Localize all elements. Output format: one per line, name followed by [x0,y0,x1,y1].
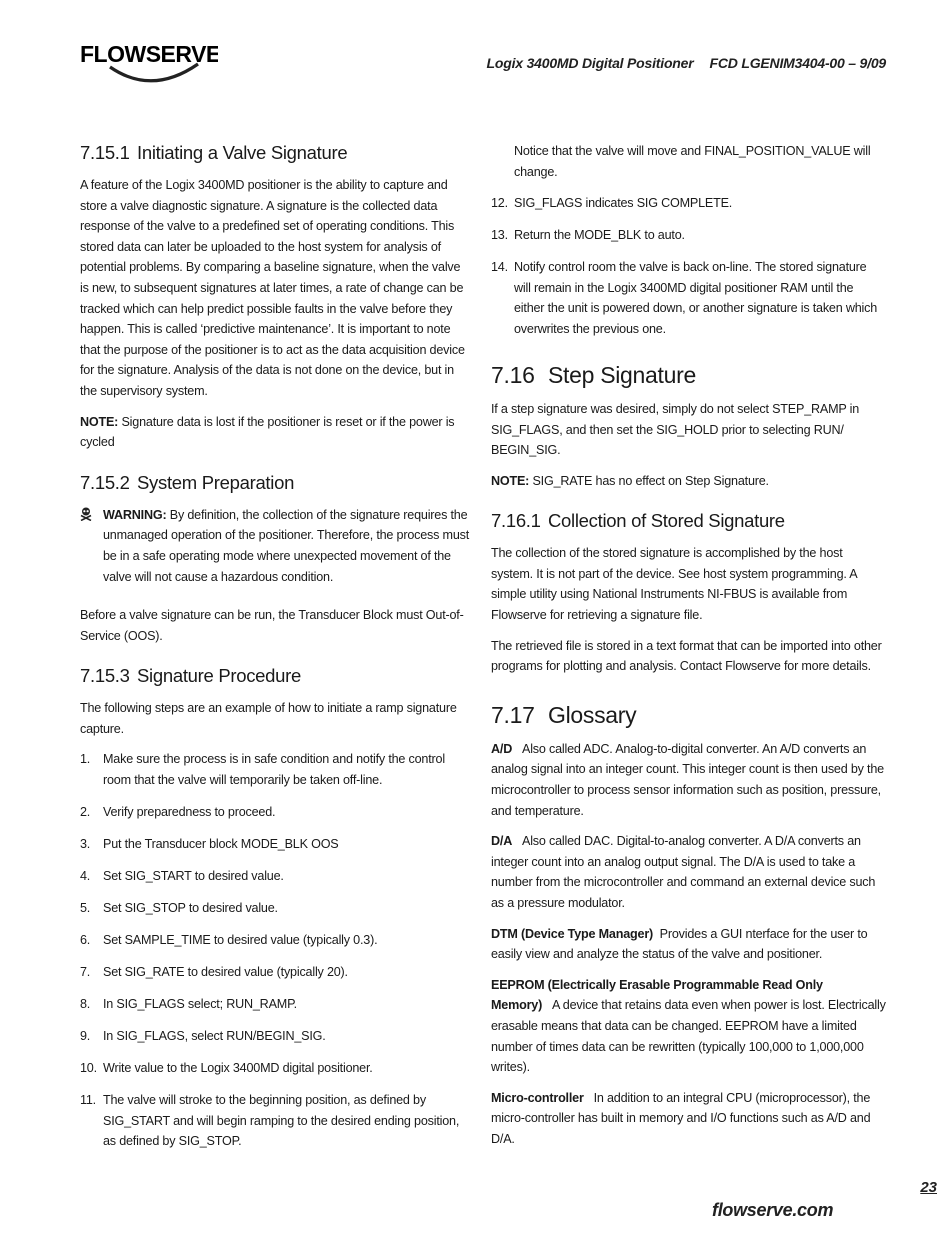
list-item: 4. Set SIG_START to desired value. [80,869,284,884]
left-column [80,141,472,1163]
page-number: 23 [920,1179,937,1196]
section-heading-7-15-3: 7.15.3 Signature Procedure [80,665,301,687]
doc-code: FCD LGENIM3404-00 – 9/09 [709,55,886,71]
logo-swoosh-icon [80,34,218,88]
note: NOTE: Signature data is lost if the positioner is reset or if the power is cycled [80,414,455,450]
paragraph: Before a valve signature can be run, the Transducer Block must Out-of-Service (OOS). [80,608,464,643]
list-item: 2. Verify preparedness to proceed. [80,805,276,820]
glossary-entry: D/A Also called DAC. Digital-to-analog converter. A D/A converts an integer count into an analog output signal. The D/A is used to take a number from the microcontroller and command an external device such as a pressure modulator. [491,834,876,911]
procedure-steps-left [80,749,472,1151]
section-heading-7-16-1: 7.16.1 Collection of Stored Signature [491,510,785,532]
logo-text: FLOWSERVE [80,41,218,67]
list-item: 13. Return the MODE_BLK to auto. [491,228,685,243]
list-item: 12. SIG_FLAGS indicates SIG COMPLETE. [491,196,733,211]
document-header [487,55,886,71]
paragraph: A feature of the Logix 3400MD positioner is the ability to capture and store a valve diagnostic signature. A signature is the collected data response of the valve to a predefined set of operating conditions. This stored data can later be uploaded to the host system for analysis of potential problems. By comparing a baseline signature, when the valve is new, to subsequent signatures at later times, a rate of change can be tracked which can help predict possible faults in the valve before they happen. This is called ‘predictive maintenance’. It is important to note that the purpose of the positioner is to act as the data acquisition device for the signature. Analysis of the data is not done on the device, but in the supervisory system. [80,178,465,398]
paragraph: If a step signature was desired, simply do not select STEP_RAMP in SIG_FLAGS, and then set the SIG_HOLD prior to selecting RUN/ BEGIN_SIG. [491,401,860,458]
section-heading-7-17: 7.17 Glossary [491,701,637,728]
skull-crossbones-icon [80,507,92,521]
list-item: 10. Write value to the Logix 3400MD digital positioner. [80,1060,373,1075]
paragraph: The collection of the stored signature is accomplished by the host system. It is not part of the device. See host system programming. A simple utility using National Instruments NI-FBUS is available from Flowserve for retrieving a signature file. [491,546,857,623]
section-heading-7-16: 7.16 Step Signature [491,361,696,388]
step-11-continuation: Notice that the valve will move and FINAL_POSITION_VALUE will change. [514,144,871,179]
list-item: 11. The valve will stroke to the beginning position, as defined by SIG_START and will begin ramping to the desired ending position, as defined by SIG_STOP. [80,1092,460,1149]
section-heading-7-15-2: 7.15.2 System Preparation [80,471,295,493]
paragraph: The following steps are an example of how to initiate a ramp signature capture. [80,701,457,736]
section-heading-7-15-1: 7.15.1 Initiating a Valve Signature [80,142,348,163]
list-item: 7. Set SIG_RATE to desired value (typically 20). [80,964,348,979]
paragraph: The retrieved file is stored in a text format that can be imported into other programs for plotting and analysis. Contact Flowserve for more details. [491,638,882,674]
glossary-entry: DTM (Device Type Manager) Provides a GUI nterface for the user to easily view and analyze the status of the valve and positioner. [491,926,868,962]
warning-block [80,505,472,587]
list-item: 3. Put the Transducer block MODE_BLK OOS [80,837,339,852]
list-item: 14. Notify control room the valve is back on-line. The stored signature will remain in the Logix 3400MD digital positioner RAM until the either the unit is powered down, or another signature is taken which overwrites the previous one. [491,260,878,336]
right-column [491,141,886,1160]
warning-text: WARNING: By definition, the collection of the signature requires the unmanaged operation of the positioner. Therefore, the process must be in a safe operating mode where unexpected movement of the valve will not cause a hazardous condition. [103,507,470,584]
list-item: 5. Set SIG_STOP to desired value. [80,901,278,915]
list-item: 8. In SIG_FLAGS select; RUN_RAMP. [80,996,297,1011]
list-item: 6. Set SAMPLE_TIME to desired value (typically 0.3). [80,932,378,947]
list-item: 9. In SIG_FLAGS, select RUN/BEGIN_SIG. [80,1028,326,1043]
note: NOTE: SIG_RATE has no effect on Step Signature. [491,473,769,488]
doc-title: Logix 3400MD Digital Positioner [486,55,694,71]
flowserve-logo [80,34,218,88]
glossary-entry: Micro-controller In addition to an integral CPU (microprocessor), the micro-controller has built in memory and I/O functions such as A/D and D/A. [491,1090,871,1146]
glossary-entry: EEPROM (Electrically Erasable Programmable Read Only Memory) A device that retains data even when power is lost. Electrically erasable means that data can be changed. EEPROM have a limited number of times data can be rewritten (typically 100,000 to 1,000,000 writes). [491,977,886,1075]
footer-url: flowserve.com [712,1200,834,1220]
glossary-entry: A/D Also called ADC. Analog-to-digital converter. An A/D converts an analog signal into an integer count. This integer count is then used by the microcontroller to process sensor information such as position, pressure, and temperature. [491,741,884,818]
list-item: 1. Make sure the process is in safe condition and notify the control room that the valve will temporarily be taken off-line. [80,752,445,788]
procedure-steps-right [491,193,886,339]
